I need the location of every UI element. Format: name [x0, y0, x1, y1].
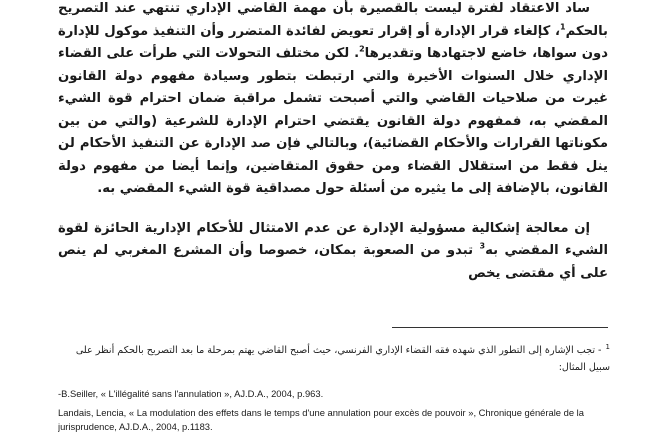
footnote-reference-seiller: -B.Seiller, « L'illégalité sans l'annulation », AJ.D.A., 2004, p.963. [58, 388, 324, 399]
paragraph-1-continuation: ، كإلغاء قرار الإدارة أو إقرار تعويض لفائدة المتضرر وأن التنفيذ موكول للإدارة دون سواها، خاضع لاجتهادها وتقديرها [58, 23, 608, 61]
paragraph-1-end: . لكن مختلف التحولات التي طرأت على القضاء الإداري خلال السنوات الأخيرة والتي ارتبطت بتطور وسيادة مفهوم دولة القانون غيرت من صلاحيات القاضي والتي أصبحت تشمل مراقبة ضمان احترام قوة الشيء المقضي به، فمفهوم دولة القانون يقتضي احترام الإدارة للشرعية (والتي من بين مكوناتها القرارات والأحكام القضائية)، وبالتالي فإن صد الإدارة عن التنفيذ الأحكام لن ينل فقط من استقلال القضاء ومن حقوق المتقاضين، وإنما أيضا من مفهوم دولة القانون، بالإضافة إلى ما يثيره من أسئلة حول مصداقية قوة الشيء المقضي به. [58, 46, 608, 196]
paragraph-2 [58, 218, 608, 286]
footnote-divider [392, 327, 608, 328]
footnote-ref-2[interactable]: 2 [359, 44, 365, 54]
paragraph-1 [58, 0, 608, 201]
footnote-reference-landais-continued: jurisprudence, AJ.D.A., 2004, p.1183. [58, 421, 213, 432]
footnote-1 [58, 342, 610, 376]
footnote-1-number: 1 [605, 342, 610, 351]
footnote-1-text: - تجب الإشارة إلى التطور الذي شهده فقه القضاء الإداري الفرنسي، حيث أصبح القاضي يهتم بمرحلة ما بعد التصريح بالحكم أنظر على سبيل المثال: [75, 345, 610, 373]
footnote-reference-landais: Landais, Lencia, « La modulation des effets dans le temps d'une annulation pour excès de pouvoir », Chronique générale de la [58, 407, 584, 418]
body-text [58, 0, 608, 285]
footnote-ref-1[interactable]: 1 [560, 22, 566, 32]
paragraph-1-text: ساد الاعتقاد لفترة ليست بالقصيرة بأن مهمة القاضي الإداري تنتهي عند التصريح بالحكم [58, 1, 608, 39]
paragraph-2-text: إن معالجة إشكالية مسؤولية الإدارة عن عدم الامتثال للأحكام الإدارية الحائزة لقوة الشيء المقضي به [58, 220, 608, 258]
footnote-ref-3[interactable]: 3 [479, 241, 486, 251]
paragraph-2-end: تبدو من الصعوبة بمكان، خصوصا وأن المشرع المغربي لم ينص على أي مقتضى يخص [58, 243, 608, 281]
